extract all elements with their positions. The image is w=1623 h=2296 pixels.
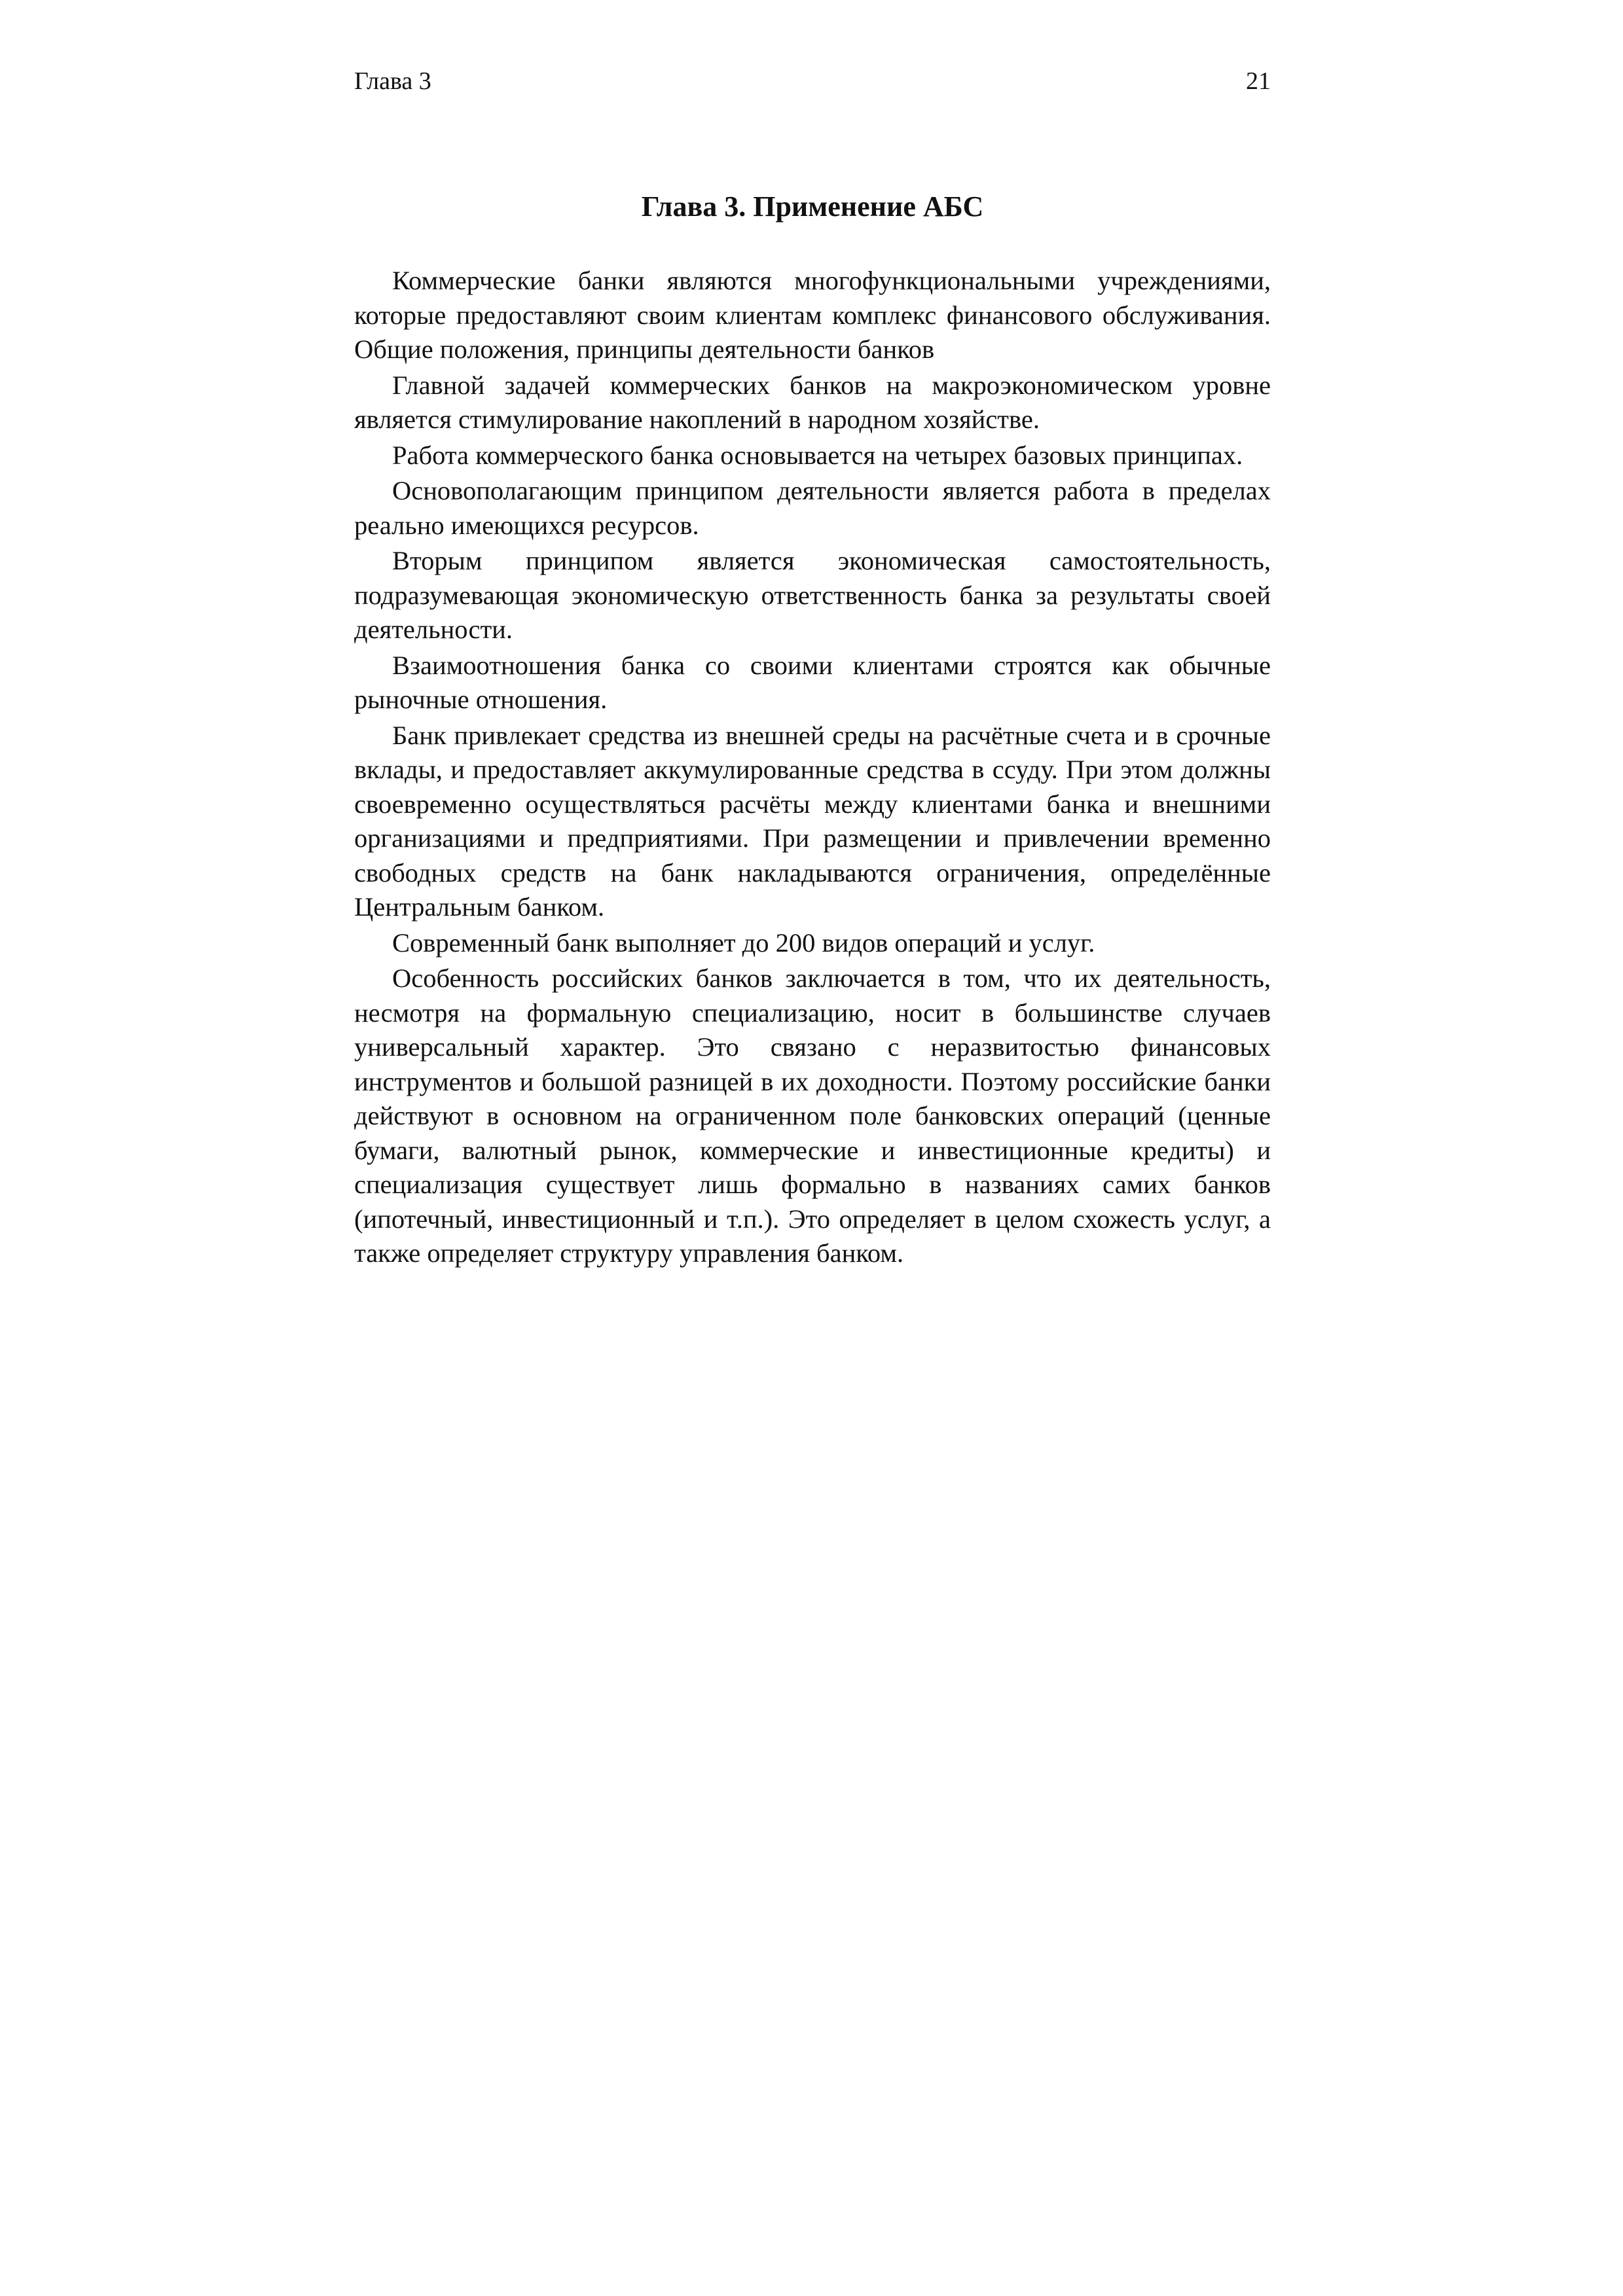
paragraph: Основополагающим принципом деятельности является работа в пределах реально имеющихся ресурсов. <box>354 476 1271 540</box>
running-header <box>354 62 1271 101</box>
paragraph: Банк привлекает средства из внешней среды на расчётные счета и в срочные вклады, и предоставляет аккумулированные средства в ссуду. При этом должны своевременно осуществляться расчёты между клиентами банка и внешними организациями и предприятиями. При размещении и привлечении временно свободных средств на банк накладываются ограничения, определённые Центральным банком. <box>354 720 1271 922</box>
chapter-title: Глава 3. Применение АБС <box>641 190 984 223</box>
paragraph: Работа коммерческого банка основывается на четырех базовых принципах. <box>392 440 1243 470</box>
paragraph: Особенность российских банков заключается в том, что их деятельность, несмотря на формальную специализацию, носит в большинстве случаев универсальный характер. Это связано с неразвитостью финансовых инструментов и большой разницей в их доходности. Поэтому российские банки действуют в основном на ограниченном поле банковских операций (ценные бумаги, валютный рынок, коммерческие и инвестиционные кредиты) и специализация существует лишь формально в названиях самих банков (ипотечный, инвестиционный и т.п.). Это определяет в целом схожесть услуг, а также определяет структуру управления банком. <box>354 963 1271 1268</box>
page-number: 21 <box>1246 67 1271 95</box>
paragraph: Главной задачей коммерческих банков на макроэкономическом уровне является стимулирование накоплений в народном хозяйстве. <box>354 370 1271 434</box>
paragraph: Коммерческие банки являются многофункциональными учреждениями, которые предоставляют своим клиентам комплекс финансового обслуживания. Общие положения, принципы деятельности банков <box>354 266 1271 364</box>
paragraph: Взаимоотношения банка со своими клиентами строятся как обычные рыночные отношения. <box>354 650 1271 714</box>
running-header-chapter: Глава 3 <box>354 67 431 95</box>
paragraph: Современный банк выполняет до 200 видов операций и услуг. <box>392 927 1095 958</box>
body-text <box>354 264 1271 1272</box>
paragraph: Вторым принципом является экономическая самостоятельность, подразумевающая экономическую ответственность банка за результаты своей деятельности. <box>354 546 1271 644</box>
